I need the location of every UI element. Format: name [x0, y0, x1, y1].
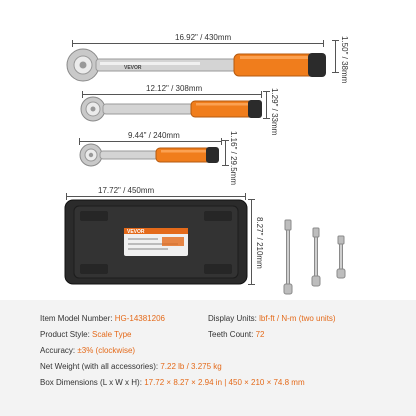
extension-bar-medium [312, 228, 320, 286]
spec-units: Display Units: lbf-ft / N-m (two units) [208, 314, 336, 323]
extension-bar-short [337, 236, 345, 278]
large-length-dim [72, 43, 324, 44]
spec-teeth: Teeth Count: 72 [208, 330, 265, 339]
specs-panel [0, 300, 416, 416]
spec-accuracy: Accuracy: ±3% (clockwise) [40, 346, 136, 355]
large-wrench [66, 48, 328, 82]
small-wrench [79, 143, 223, 167]
medium-wrench [80, 96, 264, 122]
spec-model: Item Model Number: HG-14381206 [40, 314, 165, 323]
spec-box-dimensions: Box Dimensions (L x W x H): 17.72 × 8.27 × 2.94 in | 450 × 210 × 74.8 mm [40, 378, 305, 387]
case-length-label: 17.72" / 450mm [98, 186, 155, 195]
spec-style: Product Style: Scale Type [40, 330, 132, 339]
medium-length-label: 12.12" / 308mm [146, 84, 203, 93]
large-length-label: 16.92" / 430mm [175, 33, 232, 42]
storage-case [64, 198, 248, 286]
medium-height-dim [266, 91, 267, 119]
case-height-dim [251, 199, 252, 285]
case-length-dim [66, 196, 246, 197]
large-brand-text: VEVOR [124, 65, 142, 71]
small-length-label: 9.44" / 240mm [128, 131, 180, 140]
extension-bar-long [284, 220, 292, 294]
spec-weight: Net Weight (with all accessories): 7.22 lb / 3.275 kg [40, 362, 222, 371]
small-length-dim [79, 141, 222, 142]
large-height-label: 1.50" / 38mm [340, 36, 349, 84]
small-height-dim [225, 140, 226, 166]
case-brand-text: VEVOR [127, 229, 145, 235]
case-height-label: 8.27" / 210mm [255, 217, 264, 269]
medium-height-label: 1.29" / 33mm [270, 88, 279, 136]
small-height-label: 1.16" / 29.5mm [229, 131, 238, 185]
large-height-dim [335, 40, 336, 73]
medium-length-dim [82, 94, 262, 95]
extension-bars [276, 218, 366, 298]
